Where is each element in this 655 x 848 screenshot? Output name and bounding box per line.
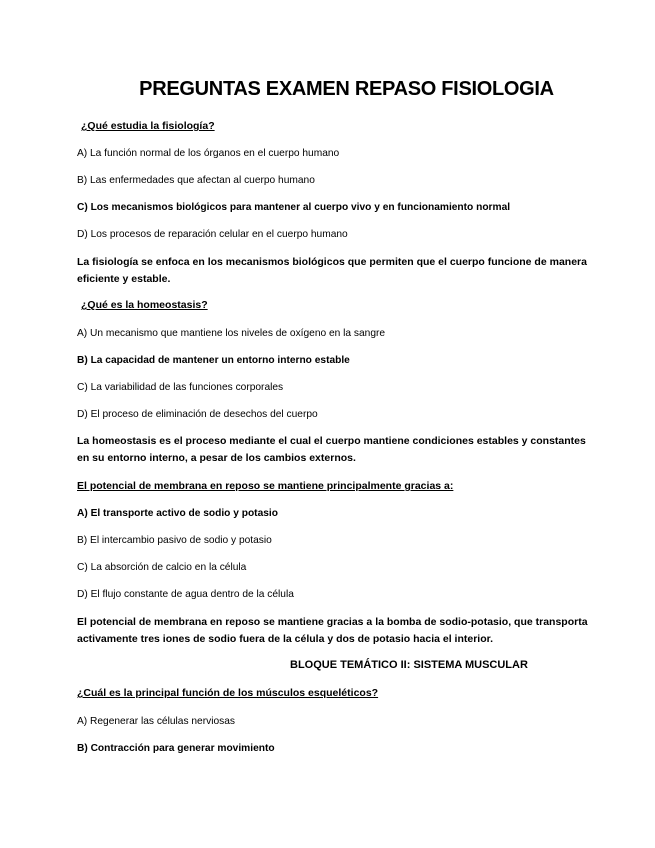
question-3-option-b: B) El intercambio pasivo de sodio y potasio bbox=[77, 535, 272, 546]
question-3-option-d: D) El flujo constante de agua dentro de la célula bbox=[77, 589, 294, 600]
question-3-explanation: El potencial de membrana en reposo se mantiene gracias a la bomba de sodio-potasio, que transporta activamente tres iones de sodio fuera de la célula y dos de potasio hacia el interior. bbox=[77, 616, 588, 645]
question-2-explanation: La homeostasis es el proceso mediante el cual el cuerpo mantiene condiciones estables y constantes en su entorno interno, a pesar de los cambios externos. bbox=[77, 435, 586, 464]
question-1-option-c: C) Los mecanismos biológicos para mantener al cuerpo vivo y en funcionamiento normal bbox=[77, 202, 511, 213]
page-title: PREGUNTAS EXAMEN REPASO FISIOLOGIA bbox=[139, 78, 554, 100]
question-1-explanation: La fisiología se enfoca en los mecanismos biológicos que permiten que el cuerpo funcione de manera eficiente y estable. bbox=[77, 256, 587, 285]
question-2: ¿Qué es la homeostasis? bbox=[81, 299, 208, 311]
question-4-option-a: A) Regenerar las células nerviosas bbox=[77, 716, 235, 727]
question-1: ¿Qué estudia la fisiología? bbox=[81, 120, 215, 132]
question-2-option-b: B) La capacidad de mantener un entorno interno estable bbox=[77, 355, 350, 366]
question-2-option-c: C) La variabilidad de las funciones corporales bbox=[77, 382, 284, 393]
question-4-option-b: B) Contracción para generar movimiento bbox=[77, 743, 275, 754]
question-1-option-b: B) Las enfermedades que afectan al cuerpo humano bbox=[77, 175, 315, 186]
section-heading: BLOQUE TEMÁTICO II: SISTEMA MUSCULAR bbox=[290, 659, 528, 671]
question-3-option-c: C) La absorción de calcio en la célula bbox=[77, 562, 247, 573]
question-1-option-a: A) La función normal de los órganos en el cuerpo humano bbox=[77, 148, 340, 159]
question-3: El potencial de membrana en reposo se mantiene principalmente gracias a: bbox=[77, 480, 454, 492]
question-2-option-d: D) El proceso de eliminación de desechos del cuerpo bbox=[77, 409, 318, 420]
question-4: ¿Cuál es la principal función de los músculos esqueléticos? bbox=[77, 687, 379, 699]
question-3-option-a: A) El transporte activo de sodio y potasio bbox=[77, 508, 278, 519]
question-2-option-a: A) Un mecanismo que mantiene los niveles de oxígeno en la sangre bbox=[77, 328, 386, 339]
question-1-option-d: D) Los procesos de reparación celular en el cuerpo humano bbox=[77, 229, 348, 240]
